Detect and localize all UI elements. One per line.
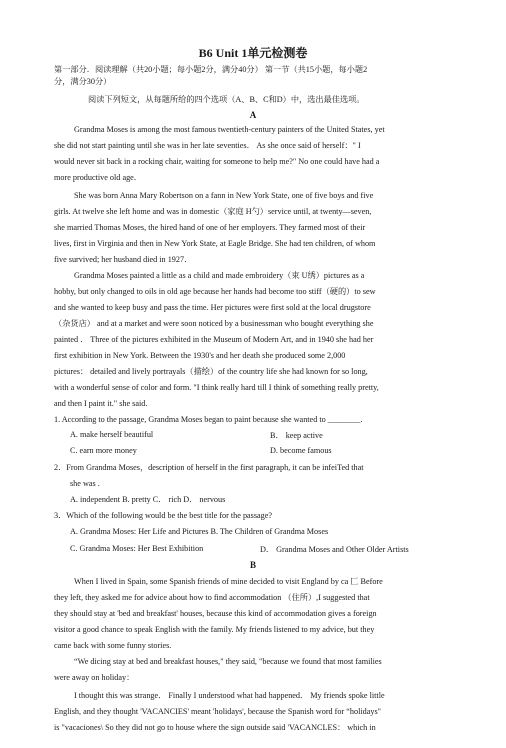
passage-b-line: is "vacaciones\ So they did not go to house where the sign outside said 'VACANCLES： which in	[54, 723, 376, 732]
passage-a-line: She was born Anna Mary Robertson on a fann in New York State, one of five boys and five	[74, 191, 374, 200]
option-d: D． Grandma Moses and Other Older Artists	[260, 545, 409, 554]
document-title: B6 Unit 1单元检测卷	[198, 46, 308, 60]
question-2-stem-cont: she was .	[70, 479, 100, 488]
directions: 阅读下列短文，从每题所给的四个选项（A、B、C和D）中，选出最佳选项。	[88, 95, 365, 104]
passage-a-line: lives, first in Virginia and then in New York State, at Eagle Bridge. She had ten children, of whom	[54, 239, 376, 248]
passage-b-line: “We dicing stay at bed and breakfast houses," they said, "because we found that most families	[74, 657, 382, 666]
question-2-stem: 2．From Grandma Moses，description of herself in the first paragraph, it can be infeiTed that	[54, 463, 364, 472]
passage-a-line: first exhibition in New York. Between the 1930's and her death she produced some 2,000	[54, 351, 346, 360]
passage-a-line: Grandma Moses painted a little as a child and made embroidery（束 U绣）pictures as a	[74, 271, 365, 280]
passage-a-line: （杂货店） and at a market and were soon noticed by a businessman who bought everything she	[54, 319, 374, 328]
passage-a-line: with a wonderful sense of color and form. "I think really hard till I think of something really pretty,	[54, 383, 379, 392]
instruction-line-1: 第一部分．阅读理解（共20小题；每小题2分，满分40分） 第一节（共15小题，每小题2	[54, 65, 368, 74]
passage-b-line: were away on holiday：	[54, 673, 135, 682]
passage-b-line: they left, they asked me for advice about how to find accommodation （住所）,I suggested that	[54, 593, 370, 602]
option-b: B． keep active	[270, 431, 323, 440]
passage-a-line: more productive old age．	[54, 173, 142, 182]
passage-a-line: Grandma Moses is among the most famous twentieth-century painters of the United States, yet	[74, 125, 385, 134]
passage-a-line: would never sit back in a rocking chair, waiting for someone to help me?" No one could have had a	[54, 157, 380, 166]
passage-a-line: pictures： detailed and lively portrayals（描绘）of the country life she had known for so long,	[54, 367, 368, 376]
question-3-options-line-1: A. Grandma Moses: Her Life and Pictures B. The Children of Grandma Moses	[70, 527, 329, 536]
passage-b-line: they should stay at 'bed and breakfast' houses, because this kind of accommodation gives a foreign	[54, 609, 377, 618]
option-a: A. make herself beautiful	[70, 430, 154, 439]
passage-b-line: When I lived in Spain, some Spanish friends of mine decided to visit England by ca 匚 Before	[74, 577, 383, 586]
passage-a-line: hobby, but only changed to oils in old age because her hands had become too stiff（硬的）to sew	[54, 287, 376, 296]
option-c: C. Grandma Moses: Her Best Exhibition	[70, 544, 204, 553]
passage-b-line: English, and they thought 'VACANCIES' meant 'holidays', because the Spanish word for “holidays"	[54, 707, 381, 716]
passage-b-line: visitor a good chance to speak English with the family. My friends listened to my advice, but they	[54, 625, 375, 634]
passage-a-line: she married Thomas Moses, the hired hand of one of her employers. They farmed most of their	[54, 223, 366, 232]
instruction-line-2: 分，满分30分）	[54, 77, 112, 86]
passage-a-line: and she wanted to keep busy and pass the time. Her pictures were first sold at the local drugstore	[54, 303, 371, 312]
question-3-stem: 3．Which of the following would be the best title for the passage?	[54, 511, 273, 520]
passage-b-label: B	[249, 560, 256, 570]
option-d: D. become famous	[270, 446, 332, 455]
passage-a-line: and then I paint it." she said.	[54, 399, 148, 408]
question-2-options: A. independent B. pretty C． rich D． nervous	[70, 495, 226, 504]
passage-b-line: I thought this was strange． Finally I understood what had happened． My friends spoke little	[74, 691, 385, 700]
passage-b-line: came back with some funny stories.	[54, 641, 172, 650]
question-1-stem: 1. According to the passage, Grandma Moses began to paint because she wanted to ________.	[54, 415, 363, 424]
passage-a-line: five survived; her husband died in 1927．	[54, 255, 193, 264]
passage-a-line: girls. At twelve she left home and was in domestic（家庭 H勺）service until, at twenty—seven,	[54, 207, 372, 216]
option-c: C. earn more money	[70, 446, 137, 455]
passage-a-label: A	[249, 110, 257, 120]
passage-a-line: painted ． Three of the pictures exhibited in the Museum of Modern Art, and in 1940 she had her	[54, 335, 374, 344]
passage-a-line: she did not start painting until she was in her late seventies． As she once said of herself：" I	[54, 141, 361, 150]
